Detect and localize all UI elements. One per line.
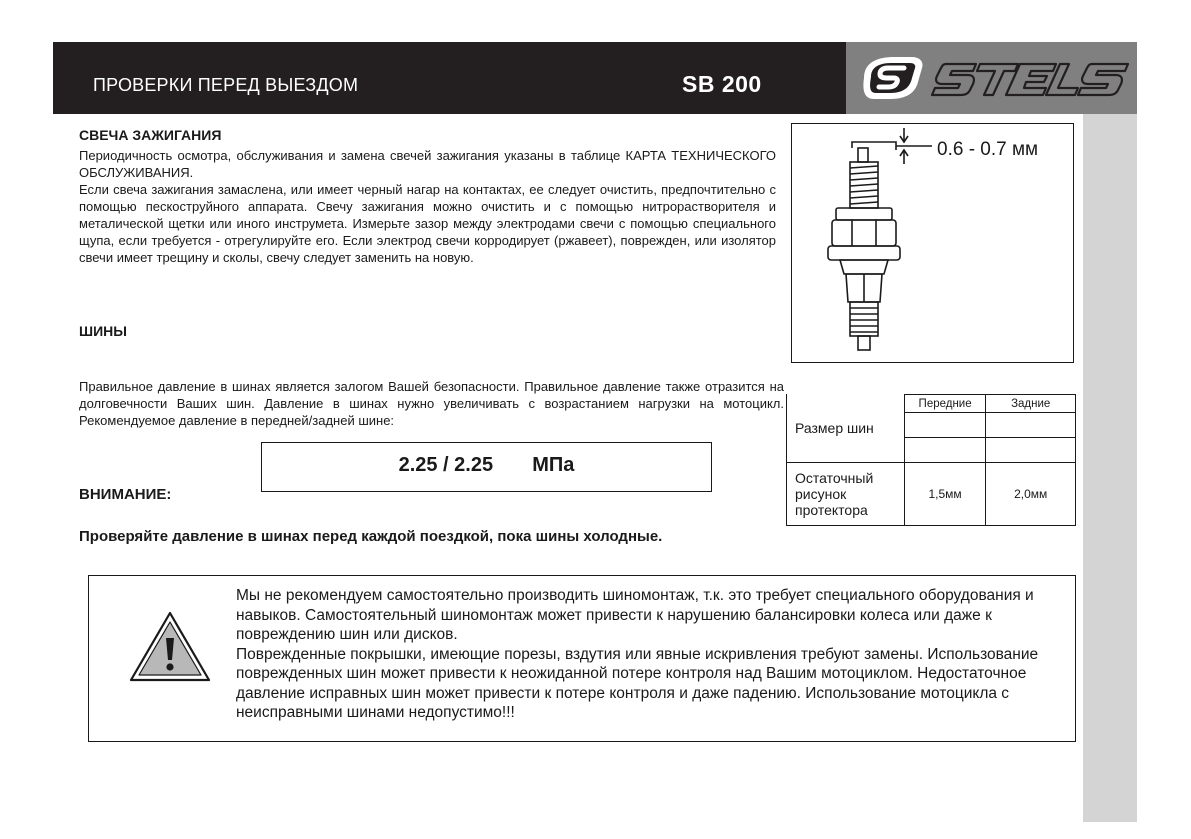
check-pressure-note: Проверяйте давление в шинах перед каждой поездкой, пока шины холодные.: [79, 528, 663, 545]
spark-plug-paragraph-2: Если свеча зажигания замаслена, или имеет черный нагар на контактах, ее следует очистить, предпочтительно с помощью пескоструйного аппарата. Свечу зажигания можно очистить и с помощью нитрорастворителя и металической щетки или иного инструмета. Измерьте зазор между электродами свечи с помощью специального щупа, если требуется - отрегулируйте его. Если электрод свечи корродирует (ржавеет), поврежден, или изолятор свечи имеет трещину и сколы, свечу следует заменить на новую.: [79, 182, 776, 265]
tire-size-rear: [986, 413, 1076, 438]
model-name: SB 200: [682, 71, 762, 97]
tires-paragraph: Правильное давление в шинах является залогом Вашей безопасности. Правильное давление также отразится на долговечности Ваших шин. Давление в шинах нужно увеличивать с возрастанием нагрузки на мотоцикл. Рекомендуемое давление в передней/задней шине:: [79, 379, 784, 428]
pressure-unit: МПа: [532, 454, 575, 476]
warning-paragraph-1: Мы не рекомендуем самостоятельно производить шиномонтаж, т.к. это требует специального оборудования и навыков. Самостоятельный шиномонтаж может привести к нарушению балансировки колеса или даже к повреждению шин или дисков.: [236, 587, 1034, 643]
col-front-header: Передние: [904, 395, 986, 413]
right-sidebar-strip: [1083, 114, 1137, 822]
pressure-value: 2.25 / 2.25: [398, 454, 494, 476]
tire-size-front-2: [904, 437, 986, 462]
page-title: ПРОВЕРКИ ПЕРЕД ВЫЕЗДОМ: [93, 75, 359, 95]
stels-logo-icon: [846, 42, 1137, 114]
tread-depth-front: 1,5мм: [904, 462, 986, 525]
tire-size-rear-2: [986, 437, 1076, 462]
tire-size-front: [904, 413, 986, 438]
tread-depth-label: Остаточный рисунок протектора: [787, 462, 905, 525]
attention-label: ВНИМАНИЕ:: [79, 486, 172, 503]
tire-size-label: Размер шин: [787, 395, 905, 463]
warning-paragraph-2: Поврежденные покрышки, имеющие порезы, вздутия или явные искривления требуют замены. Использование поврежденных шин может привести к неожиданной потере контроля над Вашим мотоциклом. Недостаточное давление исправных шин может привести к потере контроля и даже падению. Использование мотоцикла с неисправными шинами недопустимо!!!: [236, 645, 1039, 721]
pressure-value-line: [261, 454, 712, 477]
warning-triangle-icon: [128, 610, 212, 684]
warning-text: [236, 586, 1066, 723]
col-rear-header: Задние: [986, 395, 1076, 413]
spark-plug-heading: СВЕЧА ЗАЖИГАНИЯ: [79, 127, 222, 143]
spark-plug-text: [79, 147, 776, 266]
tire-table: [786, 394, 1076, 526]
spark-plug-paragraph-1: Периодичность осмотра, обслуживания и замена свечей зажигания указаны в таблице КАРТА ТЕХНИЧЕСКОГО ОБСЛУЖИВАНИЯ.: [79, 148, 776, 180]
electrode-gap-label: 0.6 - 0.7 мм: [937, 139, 1039, 160]
brand-logo: [846, 42, 1137, 114]
tread-depth-rear: 2,0мм: [986, 462, 1076, 525]
tires-heading: ШИНЫ: [79, 323, 127, 339]
